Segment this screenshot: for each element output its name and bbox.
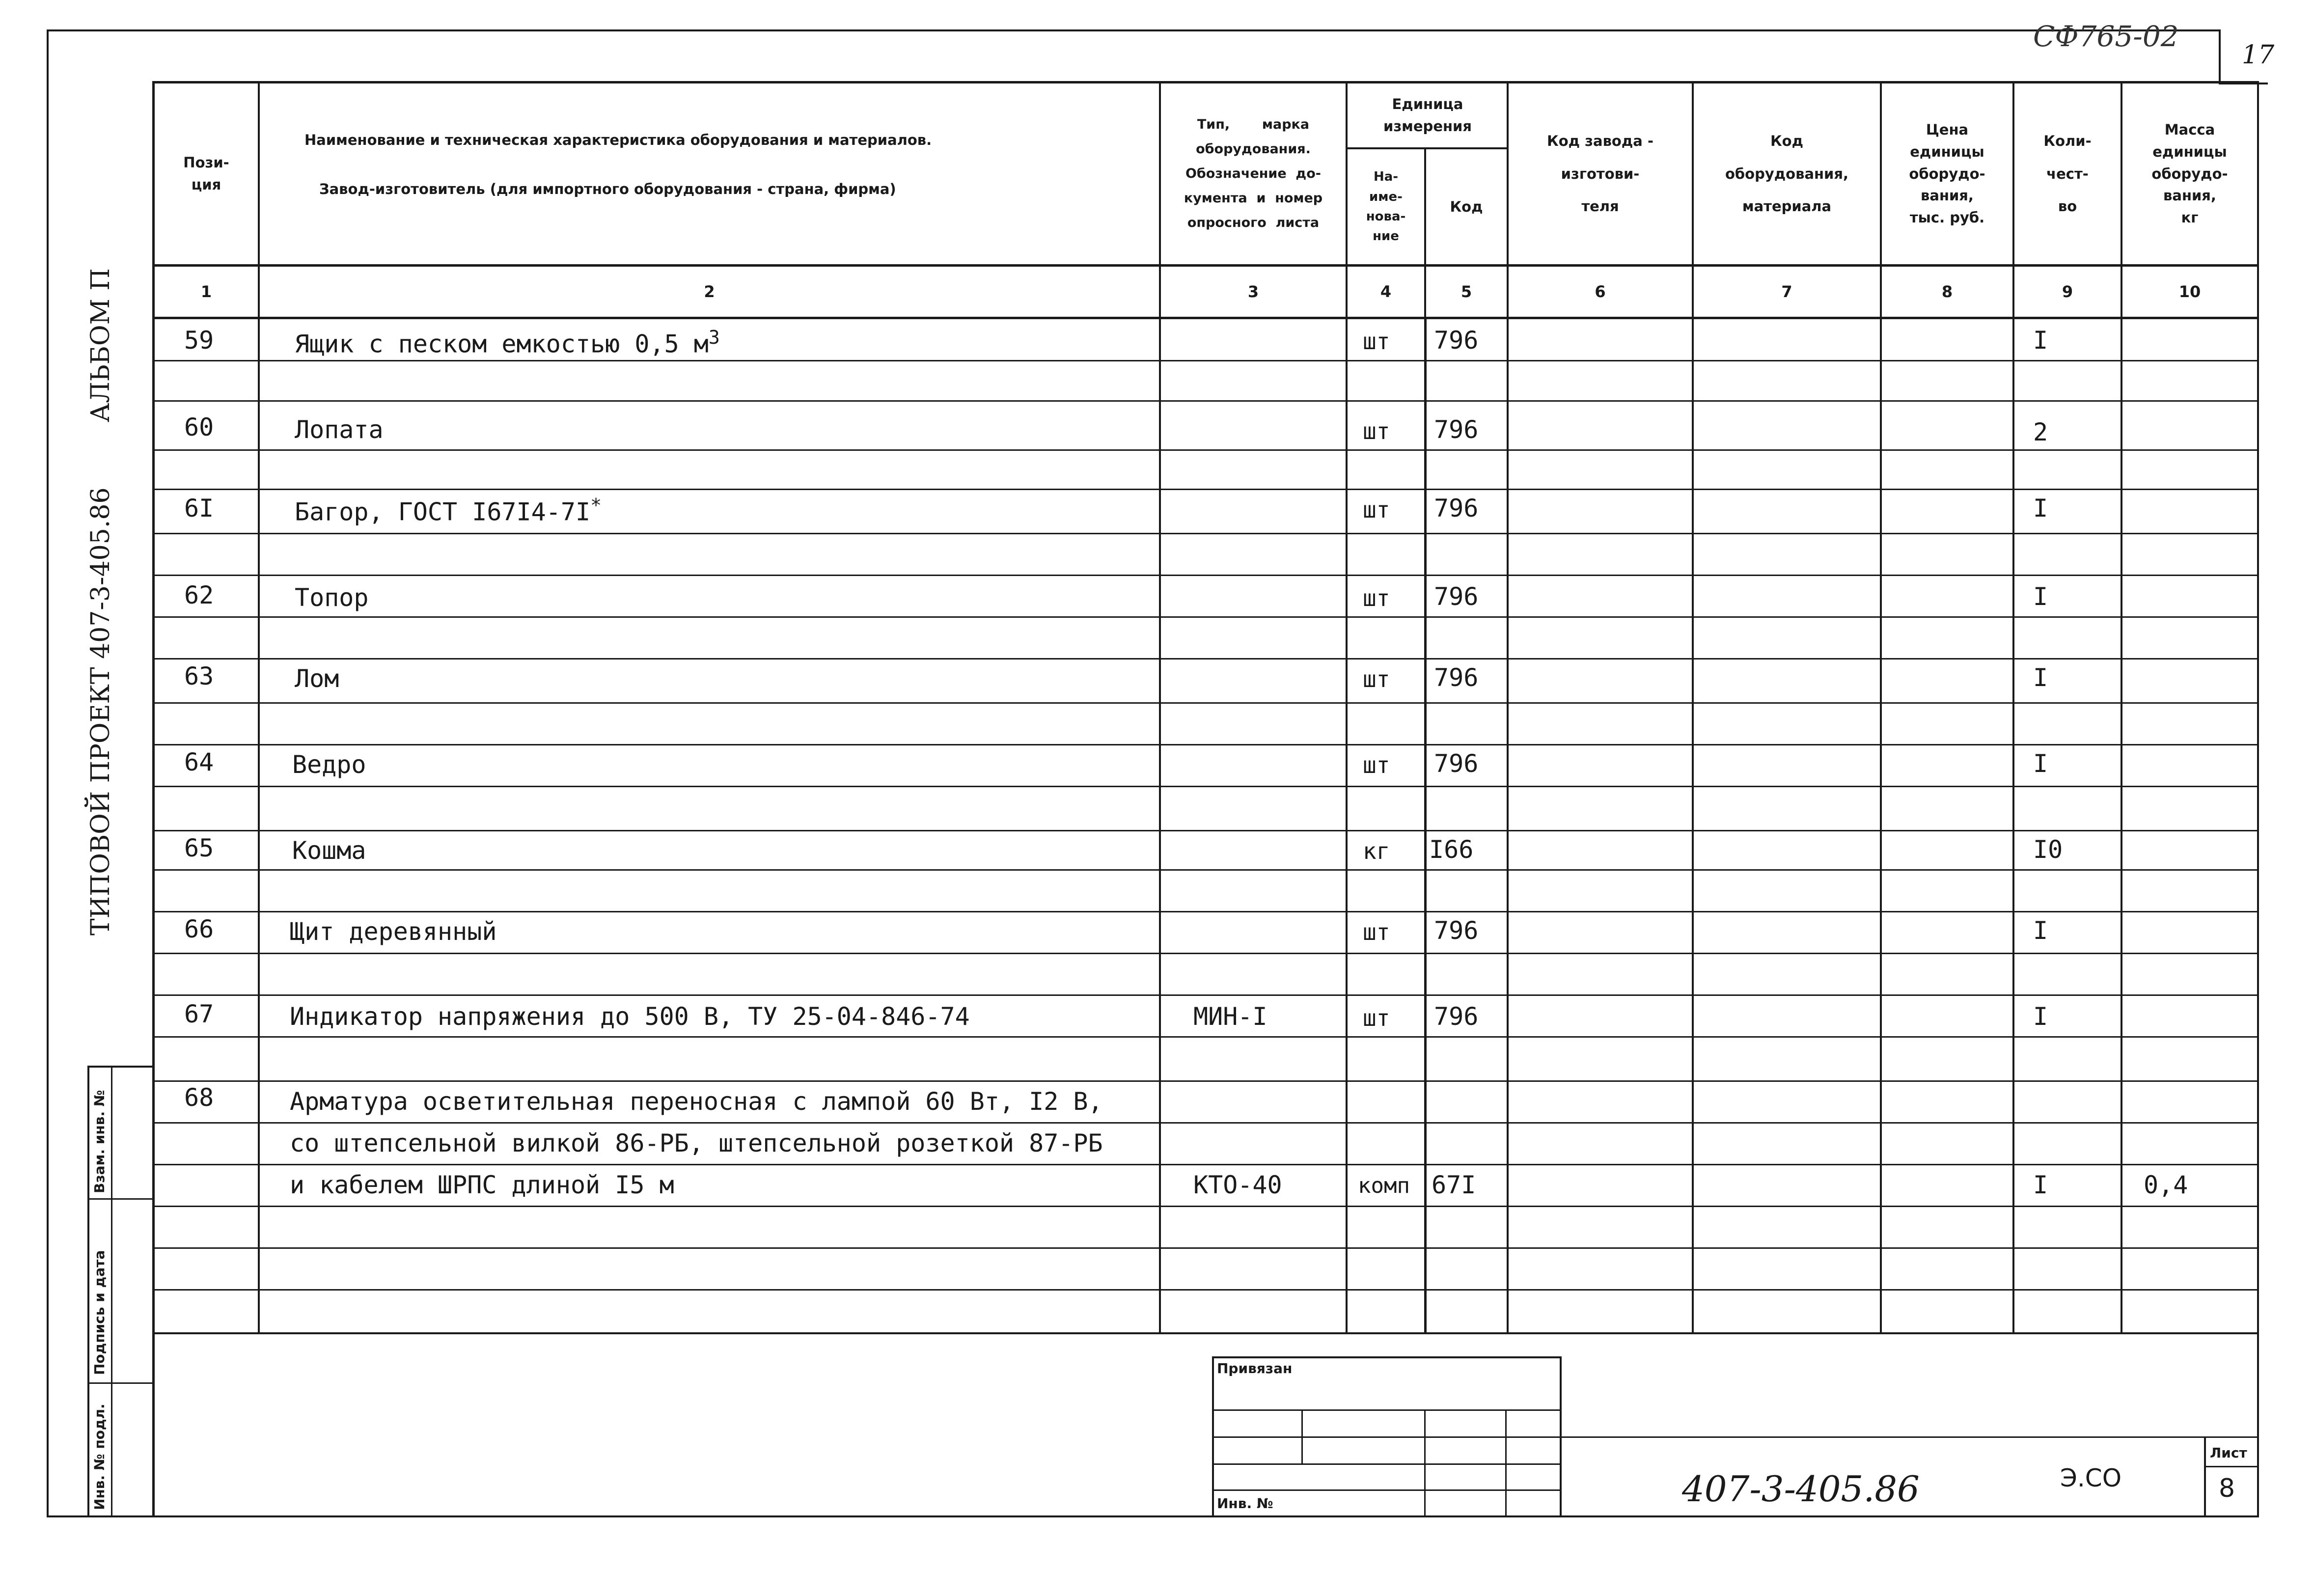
row-quantity: I <box>2033 326 2048 355</box>
row-name-line3: и кабелем ШРПС длиной I5 м <box>290 1171 674 1199</box>
frame-top-line <box>47 29 2220 31</box>
stamp-top <box>87 1066 152 1068</box>
tb-line <box>1212 1463 1561 1465</box>
row-line <box>152 489 2259 490</box>
tb-col <box>1301 1409 1303 1463</box>
row-unit: шт <box>1363 585 1390 611</box>
row-code: 796 <box>1434 916 1479 945</box>
row-code: 796 <box>1434 1002 1479 1031</box>
header-unit: Единица измерения <box>1383 96 1472 135</box>
row-unit: комп <box>1358 1173 1410 1198</box>
row-line <box>152 702 2259 704</box>
row-quantity: I <box>2033 582 2048 611</box>
row-line <box>152 1036 2259 1038</box>
col-number-6: 6 <box>1595 282 1606 301</box>
row-mass: 0,4 <box>2144 1171 2188 1199</box>
col-number-10: 10 <box>2178 282 2201 301</box>
row-code: 796 <box>1434 415 1479 444</box>
header-name-line2: Завод-изготовитель (для импортного оборудования - страна, фирма) <box>319 180 896 197</box>
header-name-line1: Наименование и техническая характеристика оборудования и материалов. <box>304 131 932 148</box>
col-number-9: 9 <box>2062 282 2073 301</box>
row-quantity: I <box>2033 1002 2048 1031</box>
row-quantity: I <box>2033 663 2048 692</box>
row-position: 68 <box>184 1083 214 1112</box>
row-line <box>152 1164 2259 1165</box>
row-code: 796 <box>1434 326 1479 355</box>
header-unit-code: Код <box>1450 198 1483 215</box>
col-line-10 <box>2257 81 2259 1517</box>
row-quantity: I0 <box>2033 835 2063 864</box>
row-line <box>152 658 2259 660</box>
header-equipment-code: Код оборудования, материала <box>1725 132 1849 215</box>
tb-main-line <box>1560 1436 2259 1438</box>
row-name <box>295 328 720 357</box>
row-code: 796 <box>1434 494 1479 523</box>
tb-col <box>1424 1409 1426 1517</box>
row-line <box>152 786 2259 787</box>
row-line <box>152 830 2259 831</box>
tb-line <box>1212 1489 1561 1491</box>
row-unit: шт <box>1363 752 1390 778</box>
list-number: 8 <box>2219 1474 2235 1503</box>
row-line <box>152 449 2259 451</box>
tb-col <box>1505 1409 1507 1517</box>
row-position: 59 <box>184 326 214 355</box>
page-number: 17 <box>2242 40 2275 70</box>
stamp-inner <box>111 1066 112 1517</box>
col-line-1 <box>258 81 260 1332</box>
row-position: 65 <box>184 834 214 862</box>
col-line-5 <box>1507 81 1509 1332</box>
list-label: Лист <box>2210 1445 2247 1461</box>
row-name-text: Багор, ГОСТ I67I4-7I <box>295 497 591 526</box>
row-line <box>152 616 2259 618</box>
row-position: 66 <box>184 915 214 943</box>
list-box-left <box>2204 1436 2206 1517</box>
doc-code: 407-3-405.86 <box>1682 1468 1920 1510</box>
row-name: Ведро <box>292 750 366 779</box>
row-quantity: I <box>2033 749 2048 778</box>
col-number-3: 3 <box>1247 282 1259 301</box>
row-name-sup: * <box>590 495 602 516</box>
stamp-divider <box>87 1382 152 1384</box>
row-unit: шт <box>1363 418 1390 444</box>
row-line <box>152 869 2259 871</box>
archive-code: СФ765-02 <box>2033 20 2179 53</box>
row-code: 67I <box>1432 1171 1476 1199</box>
row-line <box>152 744 2259 745</box>
row-position: 63 <box>184 662 214 690</box>
col-line-6 <box>1692 81 1694 1332</box>
stamp-outer-left <box>87 1066 89 1517</box>
row-code: 796 <box>1434 749 1479 778</box>
tb-line <box>1212 1436 1561 1438</box>
row-line <box>152 1080 2259 1082</box>
col-line-9 <box>2121 81 2122 1332</box>
row-quantity: I <box>2033 494 2048 523</box>
col-number-8: 8 <box>1941 282 1953 301</box>
row-name: Лом <box>295 664 339 693</box>
tb-line <box>1212 1409 1561 1411</box>
project-label: ТИПОВОЙ ПРОЕКТ 407-3-405.86 <box>86 487 115 936</box>
row-line <box>152 1247 2259 1249</box>
header-quantity: Коли- чест- во <box>2043 132 2092 215</box>
row-line <box>152 994 2259 996</box>
row-line <box>152 400 2259 402</box>
row-name-line2: со штепсельной вилкой 86-РБ, штепсельной розеткой 87-РБ <box>290 1129 1103 1157</box>
col-number-1: 1 <box>200 282 212 301</box>
header-type: Тип, марка оборудования. Обозначение до- кумента и номер опросного листа <box>1184 117 1323 230</box>
row-name: Топор <box>295 583 369 612</box>
row-line <box>152 575 2259 576</box>
header-position: Пози- ция <box>183 154 229 193</box>
row-type: КТО-40 <box>1193 1171 1282 1199</box>
header-price: Цена единицы оборудо- вания, тыс. руб. <box>1909 121 1985 226</box>
row-line <box>152 953 2259 954</box>
row-name-sup: 3 <box>708 327 720 348</box>
bound-label: Привязан <box>1217 1360 1293 1376</box>
row-code: I66 <box>1429 835 1474 864</box>
row-line <box>152 533 2259 534</box>
row-position: 6I <box>184 494 214 523</box>
row-unit: кг <box>1363 838 1390 864</box>
header-unit-name: На- име- нова- ние <box>1366 169 1406 244</box>
section-code: Э.СО <box>2060 1464 2122 1492</box>
header-bottom-line <box>152 264 2259 267</box>
row-unit: шт <box>1363 666 1390 692</box>
row-line <box>152 360 2259 361</box>
header-mass: Масса единицы оборудо- вания, кг <box>2151 121 2228 226</box>
col-line-7 <box>1880 81 1882 1332</box>
col-number-4: 4 <box>1380 282 1392 301</box>
row-line <box>152 1206 2259 1207</box>
row-line <box>152 1289 2259 1291</box>
col-number-5: 5 <box>1460 282 1472 301</box>
stamp-inv-label: Инв. № подл. <box>91 1403 108 1510</box>
album-label: АЛЬБОМ П <box>86 268 115 422</box>
row-position: 62 <box>184 581 214 609</box>
colnum-bottom-line <box>152 317 2259 319</box>
row-quantity: 2 <box>2033 418 2048 446</box>
col-number-2: 2 <box>704 282 715 301</box>
frame-bottom-line <box>47 1515 2259 1517</box>
row-code: 796 <box>1434 663 1479 692</box>
row-name <box>295 496 602 524</box>
row-position: 64 <box>184 748 214 776</box>
row-type: МИН-I <box>1193 1002 1267 1031</box>
row-name: Щит деревянный <box>290 917 497 946</box>
list-box-divider <box>2204 1466 2259 1467</box>
header-factory-code: Код завода - изготови- теля <box>1547 132 1653 215</box>
inv-number-label: Инв. № <box>1217 1495 1273 1512</box>
tb-top <box>1212 1356 1561 1358</box>
page-box-left <box>2219 29 2221 83</box>
row-position: 67 <box>184 1000 214 1028</box>
frame-left-line <box>47 29 49 1517</box>
col-line-4b <box>1424 317 1427 1332</box>
col-line-8 <box>2012 81 2014 1332</box>
col-line-2 <box>1159 81 1161 1332</box>
row-quantity: I <box>2033 1171 2048 1199</box>
stamp-vzam-label: Взам. инв. № <box>91 1090 108 1193</box>
row-position: 60 <box>184 413 214 441</box>
row-name: Индикатор напряжения до 500 В, ТУ 25-04-846-74 <box>290 1002 970 1031</box>
row-name-line1: Арматура осветительная переносная с лампой 60 Вт, I2 В, <box>290 1087 1103 1116</box>
table-bottom-line <box>152 1332 2259 1334</box>
row-unit: шт <box>1363 919 1390 945</box>
row-quantity: I <box>2033 916 2048 945</box>
col-number-7: 7 <box>1781 282 1792 301</box>
row-line <box>152 1122 2259 1124</box>
row-name-text: Ящик с песком емкостью 0,5 м <box>295 330 709 358</box>
row-unit: шт <box>1363 328 1390 355</box>
row-name: Лопата <box>295 415 384 444</box>
row-unit: шт <box>1363 496 1390 523</box>
col-line-3 <box>1346 81 1348 1332</box>
stamp-divider <box>87 1198 152 1200</box>
row-code: 796 <box>1434 582 1479 611</box>
row-unit: шт <box>1363 1005 1390 1031</box>
row-name: Кошма <box>292 836 366 865</box>
stamp-signature-label: Подпись и дата <box>91 1250 108 1375</box>
row-line <box>152 911 2259 912</box>
